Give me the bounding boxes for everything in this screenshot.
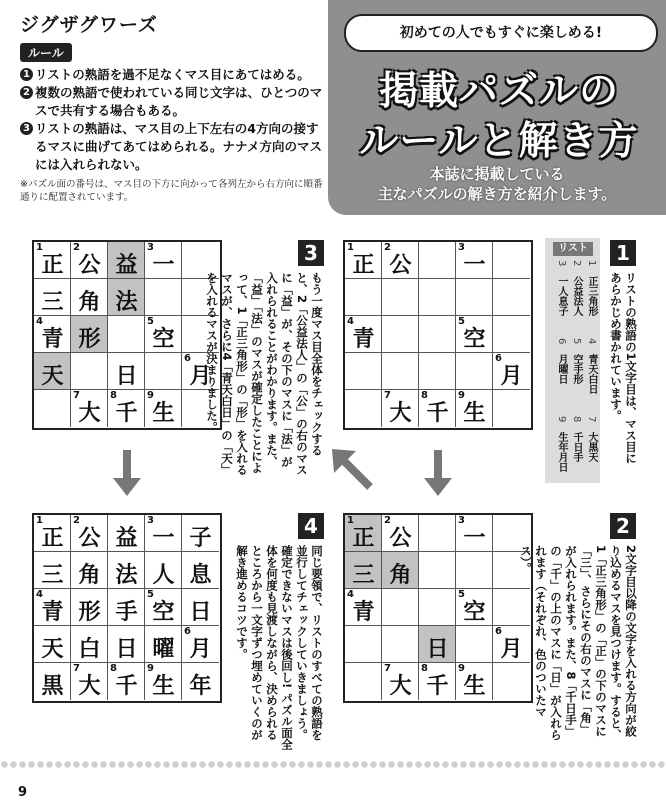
cell-start-number: 2 — [384, 242, 391, 253]
cell-character: 手 — [115, 600, 138, 625]
cell-character: 年 — [189, 674, 212, 699]
grid-cell — [419, 316, 456, 353]
rule-item-2 — [20, 84, 326, 120]
grid-cell — [382, 589, 419, 626]
rules-box — [20, 10, 326, 215]
grid-cell — [345, 552, 382, 589]
cell-start-number: 3 — [458, 515, 465, 526]
grid-cell — [493, 663, 530, 700]
grid-cell — [145, 242, 182, 279]
grid-cell — [182, 663, 219, 700]
grid-cell — [419, 515, 456, 552]
cell-start-number: 3 — [147, 242, 154, 253]
rule-text: 複数の熟語で使われている同じ文字は、ひとつのマスで共有する場合もある。 — [35, 85, 323, 118]
grid-cell — [182, 626, 219, 663]
grid-cell — [34, 515, 71, 552]
grid-cell — [456, 626, 493, 663]
cell-start-number: 4 — [347, 589, 354, 600]
cell-start-number: 8 — [110, 390, 117, 401]
cell-character: 青 — [41, 600, 64, 625]
grid-cell — [145, 316, 182, 353]
grid-cell — [345, 589, 382, 626]
cell-start-number: 8 — [110, 663, 117, 674]
list-number: 6 — [556, 338, 567, 345]
cell-character: 青 — [352, 600, 375, 625]
cell-character: 千 — [426, 674, 449, 699]
cell-character: 日 — [115, 637, 138, 662]
cell-character: 三 — [352, 563, 375, 588]
rule-text: リストの熟語は、マス目の上下左右の4方向の接するマスに曲げてあてはめられる。ナナメ方向のマスには入れられない。 — [35, 121, 323, 172]
grid-cell — [493, 353, 530, 390]
cell-character: 日 — [426, 637, 449, 662]
cell-character: 生 — [152, 674, 175, 699]
grid-cell — [456, 279, 493, 316]
cell-character: 法 — [115, 563, 138, 588]
cell-start-number: 3 — [147, 515, 154, 526]
cell-character: 公 — [78, 526, 101, 551]
grid-cell — [145, 515, 182, 552]
cell-character: 益 — [115, 526, 138, 551]
grid-cell — [71, 515, 108, 552]
grid-cell — [34, 353, 71, 390]
grid-cell — [108, 626, 145, 663]
cell-character: 公 — [389, 526, 412, 551]
cell-character: 生 — [463, 674, 486, 699]
grid-cell — [34, 279, 71, 316]
grid-cell — [493, 390, 530, 427]
list-word: 月曜日 — [556, 354, 567, 384]
list-word: 公益法人 — [571, 276, 582, 316]
cell-character: 黒 — [41, 674, 64, 699]
grid-cell — [345, 316, 382, 353]
grid-cell — [108, 663, 145, 700]
cell-character: 正 — [41, 253, 64, 278]
footer-dots — [0, 760, 666, 774]
cell-start-number: 7 — [73, 390, 80, 401]
cell-start-number: 2 — [73, 242, 80, 253]
cell-character: 日 — [115, 364, 138, 389]
grid-cell — [456, 589, 493, 626]
cell-start-number: 9 — [458, 663, 465, 674]
list-number: 1 — [586, 260, 597, 267]
cell-character: 一 — [463, 253, 486, 278]
rule-text: リストの熟語を過不足なくマス目にあてはめる。 — [35, 67, 310, 82]
step-4-number: 4 — [298, 513, 324, 539]
cell-start-number: 6 — [495, 353, 502, 364]
main-title-line1: 掲載パズルの — [378, 69, 619, 114]
cell-start-number: 9 — [147, 390, 154, 401]
cell-character: 人 — [152, 563, 175, 588]
cell-start-number: 9 — [147, 663, 154, 674]
step-4-text: 同じ要領で、リストのすべての熟語を並行してチェックしていきましょう。確定できないマスは後回し! パズル面全体を何度も見渡しながら、決められるところから一文字ずつ埋めていくのが解き進めるコツです。 — [235, 545, 324, 750]
rule-num: 3 — [20, 122, 33, 135]
list-number: 7 — [586, 416, 597, 423]
page-number: 9 — [18, 785, 28, 800]
cell-start-number: 7 — [73, 663, 80, 674]
cell-character: 正 — [352, 253, 375, 278]
puzzle-grid-step4 — [32, 513, 222, 703]
grid-cell — [182, 589, 219, 626]
cell-character: 法 — [115, 290, 138, 315]
grid-cell — [145, 663, 182, 700]
subtitle-line2: 主なパズルの解き方を紹介します。 — [377, 185, 617, 203]
grid-cell — [382, 552, 419, 589]
grid-cell — [71, 316, 108, 353]
cell-character: 青 — [41, 327, 64, 352]
cell-character: 一 — [152, 253, 175, 278]
grid-cell — [108, 515, 145, 552]
grid-cell — [108, 589, 145, 626]
grid-cell — [493, 589, 530, 626]
list-word: 千日手 — [571, 432, 582, 462]
cell-start-number: 5 — [147, 316, 154, 327]
list-word: 正三角形 — [586, 276, 597, 316]
grid-cell — [345, 663, 382, 700]
catch-copy: 初めての人でもすぐに楽しめる! — [344, 14, 658, 52]
cell-start-number: 6 — [495, 626, 502, 637]
cell-character: 三 — [41, 290, 64, 315]
list-word: 大黒天 — [586, 432, 597, 462]
grid-cell — [493, 279, 530, 316]
arrow-down-icon — [424, 450, 452, 498]
cell-character: 天 — [41, 364, 64, 389]
grid-cell — [71, 390, 108, 427]
grid-cell — [456, 353, 493, 390]
grid-cell — [71, 242, 108, 279]
cell-character: 空 — [152, 600, 175, 625]
cell-character: 曜 — [152, 637, 175, 662]
cell-character: 月 — [500, 637, 523, 662]
grid-cell — [493, 242, 530, 279]
step-2-text: 2文字目以降の文字を入れる方向が絞り込めるマスを見つけます。すると、1「正三角形」の「正」の下のマスに「三」、さらにその右のマスに「角」が入れられます。また、8「千日手」の「千」の上のマスに「日」が入れられます（それぞれ、色のついたマス）。 — [519, 545, 638, 741]
cell-start-number: 6 — [184, 626, 191, 637]
grid-cell — [419, 279, 456, 316]
cell-start-number: 1 — [36, 515, 43, 526]
cell-character: 形 — [78, 327, 101, 352]
cell-character: 空 — [463, 600, 486, 625]
subtitle-line1: 本誌に掲載している — [429, 165, 565, 183]
grid-cell — [71, 552, 108, 589]
grid-cell — [419, 242, 456, 279]
step-1-text: リストの熟語の1文字目は、マス目にあらかじめ書かれています。 — [609, 272, 638, 465]
grid-cell — [456, 242, 493, 279]
rule-item-3 — [20, 120, 326, 174]
grid-cell — [71, 279, 108, 316]
grid-cell — [382, 663, 419, 700]
list-number: 3 — [556, 260, 567, 267]
list-number: 4 — [586, 338, 597, 345]
cell-character: 空 — [463, 327, 486, 352]
cell-start-number: 7 — [384, 390, 391, 401]
grid-cell — [108, 552, 145, 589]
cell-character: 正 — [352, 526, 375, 551]
cell-character: 一 — [152, 526, 175, 551]
grid-cell — [456, 515, 493, 552]
grid-cell — [108, 316, 145, 353]
grid-cell — [71, 353, 108, 390]
grid-cell — [382, 390, 419, 427]
grid-cell — [34, 242, 71, 279]
cell-character: 生 — [152, 401, 175, 426]
grid-cell — [456, 663, 493, 700]
cell-start-number: 1 — [36, 242, 43, 253]
cell-character: 子 — [189, 526, 212, 551]
grid-cell — [108, 390, 145, 427]
step-3-number: 3 — [298, 240, 324, 266]
cell-start-number: 1 — [347, 242, 354, 253]
cell-start-number: 7 — [384, 663, 391, 674]
cell-character: 千 — [426, 401, 449, 426]
cell-start-number: 9 — [458, 390, 465, 401]
grid-cell — [108, 279, 145, 316]
grid-cell — [382, 279, 419, 316]
grid-cell — [456, 316, 493, 353]
cell-start-number: 5 — [147, 589, 154, 600]
cell-character: 月 — [189, 637, 212, 662]
rule-item-1 — [20, 66, 326, 84]
cell-character: 大 — [78, 674, 101, 699]
grid-cell — [382, 515, 419, 552]
cell-start-number: 2 — [73, 515, 80, 526]
grid-cell — [182, 515, 219, 552]
puzzle-grid-step2 — [343, 513, 533, 703]
rule-num: 1 — [20, 68, 33, 81]
cell-character: 角 — [389, 563, 412, 588]
grid-cell — [145, 279, 182, 316]
grid-cell — [345, 242, 382, 279]
step-3-text: もう一度マス目全体をチェックすると、2「公益法人」の「公」の右のマスに「益」が、その下のマスに「法」が入れられることがわかります。また、「益」「法」のマスが確定したことによって、1「正三角形」の「形」を入れるマスが、さらに4「青天白日」の「天」を入れるマスが決まりました。 — [205, 272, 324, 476]
list-word: 青天白日 — [586, 354, 597, 394]
grid-cell — [34, 390, 71, 427]
cell-character: 正 — [41, 526, 64, 551]
cell-character: 天 — [41, 637, 64, 662]
grid-cell — [493, 626, 530, 663]
grid-cell — [71, 589, 108, 626]
cell-character: 日 — [189, 600, 212, 625]
cell-character: 大 — [78, 401, 101, 426]
puzzle-title: ジグザグワーズ — [20, 14, 158, 36]
grid-cell — [145, 353, 182, 390]
puzzle-grid-step3 — [32, 240, 222, 430]
list-number: 8 — [571, 416, 582, 423]
cell-start-number: 8 — [421, 390, 428, 401]
cell-start-number: 2 — [384, 515, 391, 526]
cell-character: 角 — [78, 290, 101, 315]
grid-cell — [382, 353, 419, 390]
grid-cell — [108, 353, 145, 390]
cell-start-number: 5 — [458, 589, 465, 600]
cell-character: 月 — [189, 364, 212, 389]
grid-cell — [71, 663, 108, 700]
cell-start-number: 8 — [421, 663, 428, 674]
grid-cell — [345, 626, 382, 663]
word-list — [545, 238, 600, 483]
grid-cell — [345, 390, 382, 427]
grid-cell — [419, 353, 456, 390]
cell-character: 益 — [115, 253, 138, 278]
cell-start-number: 5 — [458, 316, 465, 327]
list-number: 9 — [556, 416, 567, 423]
cell-character: 白 — [78, 637, 101, 662]
cell-character: 千 — [115, 401, 138, 426]
grid-cell — [34, 626, 71, 663]
list-tag: リスト — [553, 242, 593, 256]
list-word: 空手形 — [571, 354, 582, 384]
grid-cell — [145, 390, 182, 427]
grid-cell — [345, 515, 382, 552]
cell-character: 千 — [115, 674, 138, 699]
cell-start-number: 1 — [347, 515, 354, 526]
grid-cell — [34, 552, 71, 589]
cell-start-number: 4 — [347, 316, 354, 327]
grid-cell — [456, 552, 493, 589]
rule-tag: ルール — [20, 43, 72, 62]
arrow-down-icon — [113, 450, 141, 498]
cell-character: 角 — [78, 563, 101, 588]
step-1-number: 1 — [610, 240, 636, 266]
cell-character: 生 — [463, 401, 486, 426]
grid-cell — [182, 552, 219, 589]
grid-cell — [71, 626, 108, 663]
cell-start-number: 4 — [36, 589, 43, 600]
cell-character: 形 — [78, 600, 101, 625]
grid-cell — [34, 589, 71, 626]
list-word: 生年月日 — [556, 432, 567, 472]
rule-num: 2 — [20, 86, 33, 99]
grid-cell — [382, 242, 419, 279]
cell-start-number: 4 — [36, 316, 43, 327]
cell-character: 一 — [463, 526, 486, 551]
cell-character: 空 — [152, 327, 175, 352]
cell-start-number: 6 — [184, 353, 191, 364]
grid-cell — [456, 390, 493, 427]
cell-character: 大 — [389, 674, 412, 699]
cell-start-number: 3 — [458, 242, 465, 253]
list-number: 5 — [571, 338, 582, 345]
grid-cell — [419, 390, 456, 427]
grid-cell — [382, 626, 419, 663]
grid-cell — [419, 589, 456, 626]
list-word: 一人息子 — [556, 276, 567, 316]
cell-character: 月 — [500, 364, 523, 389]
puzzle-grid-step1 — [343, 240, 533, 430]
cell-character: 青 — [352, 327, 375, 352]
grid-cell — [382, 316, 419, 353]
main-title-line2: ルールと解き方 — [359, 119, 639, 164]
cell-character: 公 — [78, 253, 101, 278]
rule-note: ※パズル面の番号は、マス目の下方に向かって各列左から右方向に順番通りに配置されています。 — [20, 179, 323, 203]
cell-character: 息 — [189, 563, 212, 588]
grid-cell — [145, 589, 182, 626]
list-number: 2 — [571, 260, 582, 267]
grid-cell — [34, 316, 71, 353]
grid-cell — [108, 242, 145, 279]
grid-cell — [419, 626, 456, 663]
grid-cell — [419, 552, 456, 589]
arrow-up-left-icon — [330, 447, 374, 491]
grid-cell — [493, 316, 530, 353]
cell-character: 公 — [389, 253, 412, 278]
step-2-number: 2 — [610, 513, 636, 539]
cell-character: 三 — [41, 563, 64, 588]
grid-cell — [145, 626, 182, 663]
grid-cell — [34, 663, 71, 700]
grid-cell — [419, 663, 456, 700]
grid-cell — [145, 552, 182, 589]
grid-cell — [345, 353, 382, 390]
grid-cell — [345, 279, 382, 316]
cell-character: 大 — [389, 401, 412, 426]
